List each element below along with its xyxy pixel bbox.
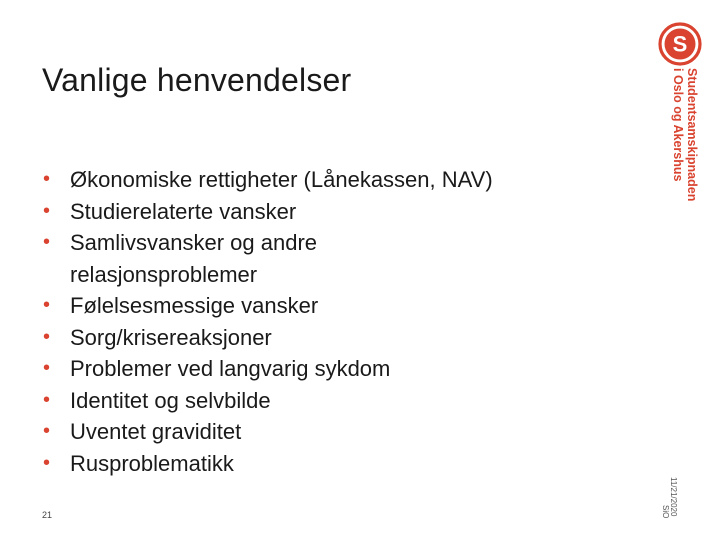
- organization-name: Studentsamskipnaden i Oslo og Akershus: [671, 68, 699, 202]
- list-item-text: Studierelaterte vansker: [70, 198, 297, 224]
- list-item-text: Problemer ved langvarig sykdom: [70, 356, 391, 381]
- list-item-text: Sorg/krisereaksjoner: [70, 324, 272, 350]
- bullet-icon: •: [43, 388, 51, 411]
- list-item-text: Følelsesmessige vansker: [70, 293, 319, 318]
- list-item-text: Samlivsvansker og andre: [70, 230, 318, 255]
- page-number: 21: [42, 510, 53, 520]
- list-item-text: Rusproblematikk: [70, 450, 234, 476]
- bullet-icon: •: [43, 451, 51, 474]
- list-item-text: Identitet og selvbilde: [70, 387, 271, 413]
- bullet-icon: •: [43, 294, 51, 316]
- list-item: [42, 227, 642, 259]
- bullet-list: [42, 164, 642, 479]
- list-item-text: relasjonsproblemer: [70, 261, 258, 287]
- bullet-icon: •: [43, 325, 51, 348]
- bullet-icon: •: [43, 420, 51, 442]
- bullet-icon: •: [43, 231, 51, 253]
- list-item: [42, 353, 642, 385]
- bullet-icon: •: [43, 168, 51, 190]
- list-item-continuation: [42, 259, 642, 291]
- logo-letter: S: [672, 31, 688, 57]
- list-item: [42, 448, 642, 480]
- list-item: [42, 164, 642, 196]
- list-item: [42, 290, 642, 322]
- sio-logo-icon: [656, 20, 704, 68]
- bullet-icon: •: [43, 357, 51, 379]
- list-item-text: Økonomiske rettigheter (Lånekassen, NAV): [70, 167, 493, 192]
- footer-code: SiO: [661, 505, 670, 519]
- list-item: [42, 196, 642, 228]
- list-item: [42, 416, 642, 448]
- list-item: [42, 385, 642, 417]
- footer-date: 11/21/2020: [669, 477, 678, 517]
- list-item: [42, 322, 642, 354]
- list-item-text: Uventet graviditet: [70, 419, 242, 444]
- bullet-icon: •: [43, 199, 51, 222]
- slide-title: Vanlige henvendelser: [42, 62, 352, 98]
